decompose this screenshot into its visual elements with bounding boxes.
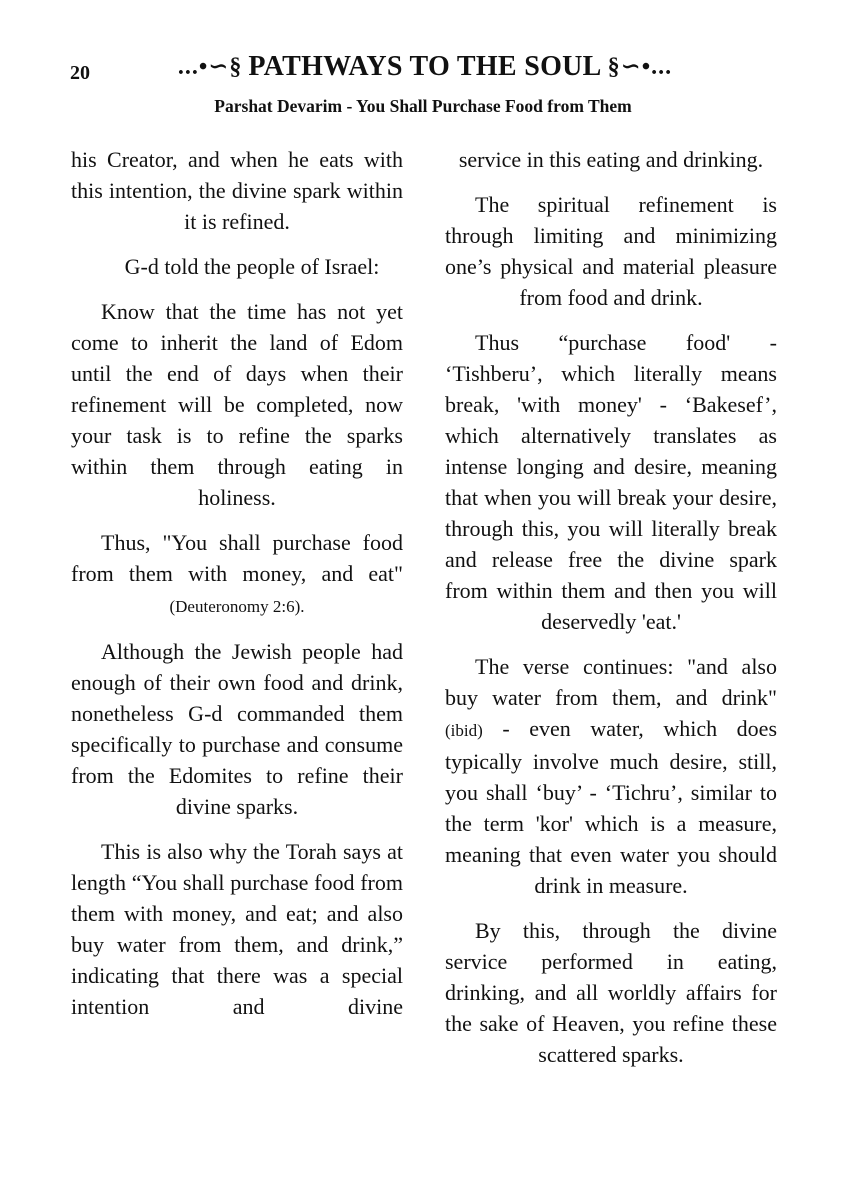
left-ornament-icon: ...•∽§ xyxy=(177,54,243,80)
page-header xyxy=(0,52,846,92)
paragraph xyxy=(71,527,403,622)
paragraph: service in this eating and drinking. xyxy=(458,147,764,172)
right-column xyxy=(445,144,777,1084)
paragraph: Thus “purchase food' - ‘Tishberu’, which literally means break, 'with money' - ‘Bakesef’, which alternatively translates as intense longing and desire, meaning that when you will break your desire, through this, you will literally break and release free the divine spark from within them and then you will deservedly 'eat.' xyxy=(445,330,777,634)
paragraph-text: - even water, which does typically involve much desire, still, you shall ‘buy’ - ‘Tichru’, similar to the term 'kor' which is a measure, meaning that even water you should drink in measure. xyxy=(445,716,778,898)
paragraph: This is also why the Torah says at length “You shall purchase food from them with money, and eat; and also buy water from them, and drink,” indicating that there was a special intention and divine xyxy=(71,839,403,1019)
right-ornament-icon: §∽•... xyxy=(607,54,673,80)
running-title xyxy=(130,52,720,82)
paragraph: Know that the time has not yet come to inherit the land of Edom until the end of days when their refinement will be completed, now your task is to refine the sparks within them through eating in holiness. xyxy=(71,299,403,510)
paragraph-text: Thus, "You shall purchase food from them with money, and eat" xyxy=(71,530,403,586)
paragraph: The spiritual refinement is through limiting and minimizing one’s physical and material pleasure from food and drink. xyxy=(445,192,777,310)
book-title: PATHWAYS TO THE SOUL xyxy=(248,51,602,82)
chapter-subtitle: Parshat Devarim - You Shall Purchase Food from Them xyxy=(214,96,632,116)
paragraph xyxy=(445,651,777,901)
paragraph: G-d told the people of Israel: xyxy=(124,254,380,279)
left-column xyxy=(71,144,403,1036)
citation: (ibid) xyxy=(445,721,483,740)
paragraph: By this, through the divine service performed in eating, drinking, and all worldly affairs for the sake of Heaven, you refine these scattered sparks. xyxy=(445,918,777,1067)
page-number: 20 xyxy=(70,62,90,84)
citation: (Deuteronomy 2:6). xyxy=(169,597,305,616)
paragraph: his Creator, and when he eats with this intention, the divine spark within it is refined. xyxy=(71,147,403,234)
paragraph-text: The verse continues: "and also buy water from them, and drink" xyxy=(445,654,777,710)
paragraph: Although the Jewish people had enough of their own food and drink, nonetheless G-d commanded them specifically to purchase and consume from the Edomites to refine their divine sparks. xyxy=(71,639,403,819)
